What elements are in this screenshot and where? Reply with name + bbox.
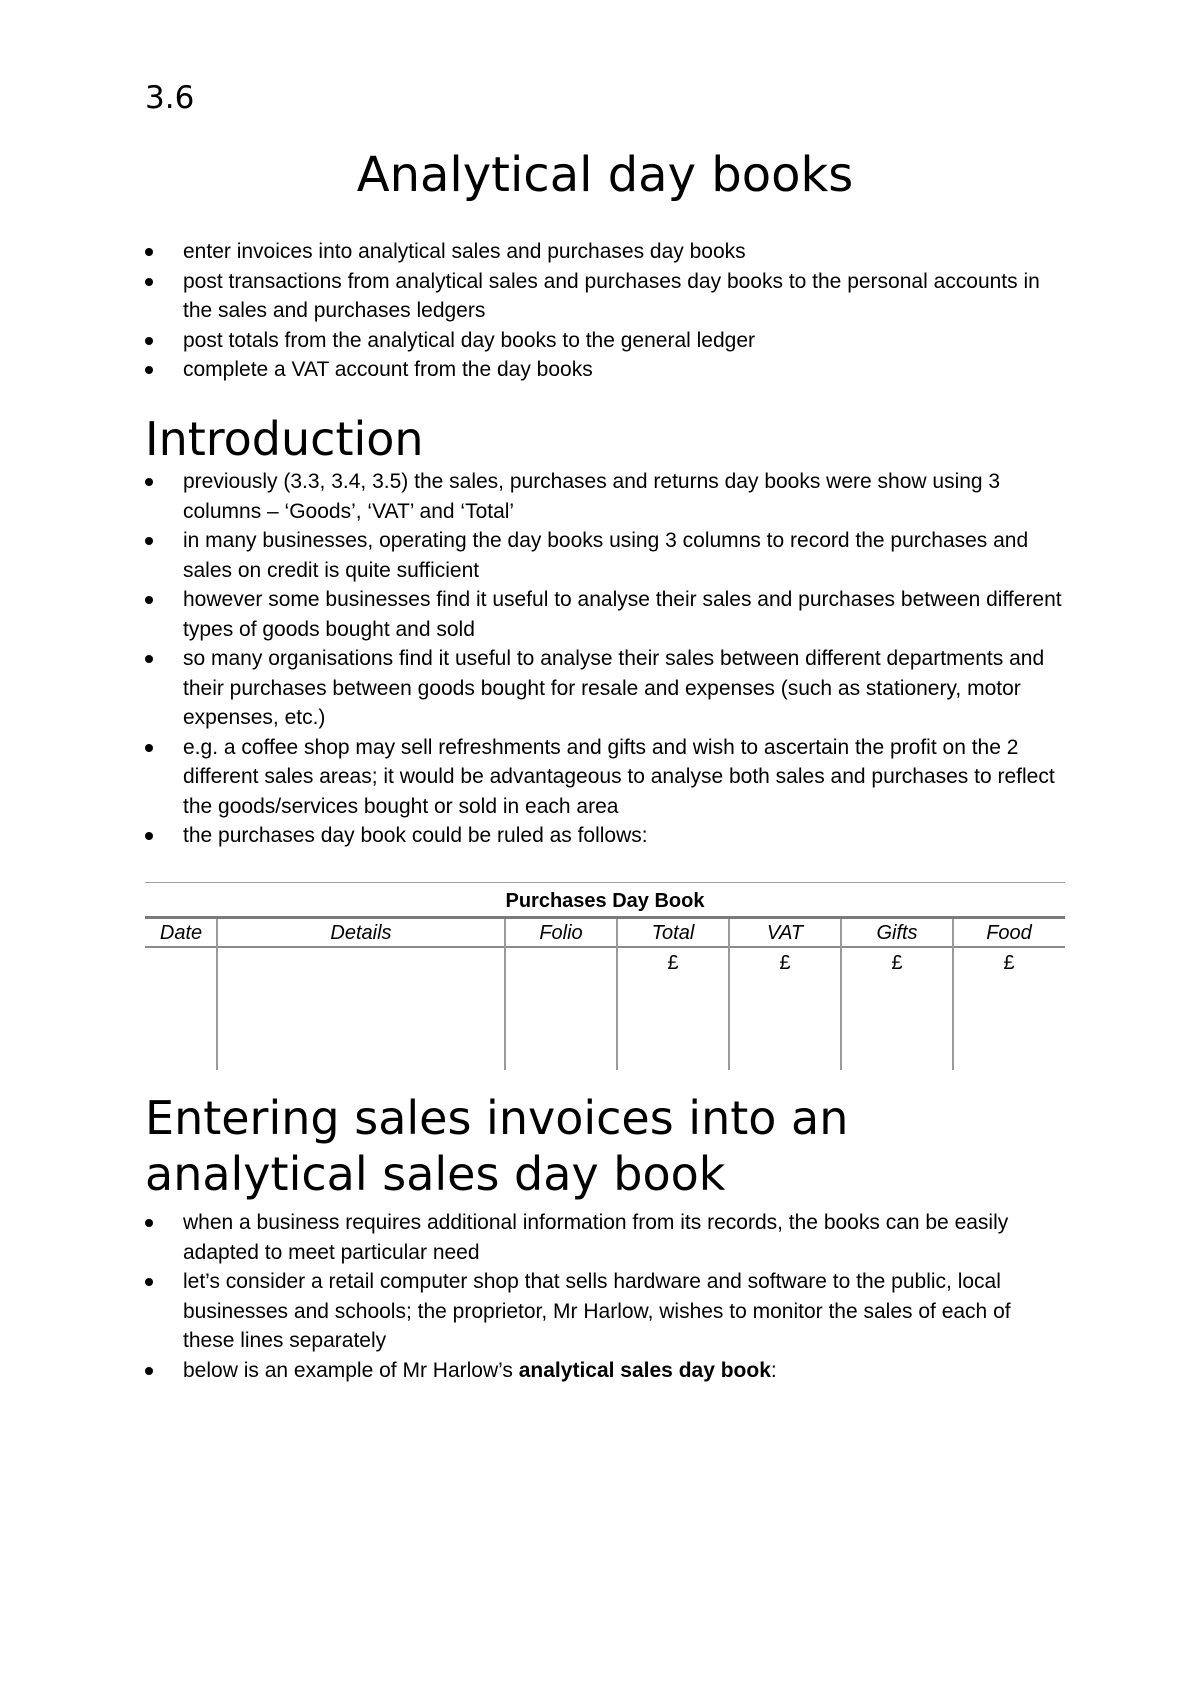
list-item-text: when a business requires additional information from its records, the books can be easily adapted to meet particular need xyxy=(183,1211,1009,1264)
list-item-text-bold: analytical sales day book xyxy=(518,1358,771,1382)
objectives-list xyxy=(145,237,1065,385)
section-number: 3.6 xyxy=(145,80,195,116)
list-item-text: the purchases day book could be ruled as follows: xyxy=(183,824,648,847)
table-title: Purchases Day Book xyxy=(505,890,705,912)
column-divider xyxy=(504,919,506,1070)
bullet-icon xyxy=(145,478,153,486)
introduction-list xyxy=(145,467,1065,851)
currency-symbol-total: £ xyxy=(667,952,679,974)
list-item-text: complete a VAT account from the day books xyxy=(183,358,593,381)
column-header-folio: Folio xyxy=(539,922,583,944)
list-item xyxy=(145,733,1065,822)
column-divider xyxy=(840,919,842,1070)
column-divider xyxy=(728,919,730,1070)
bullet-icon xyxy=(145,1278,153,1286)
column-divider xyxy=(216,948,218,1070)
column-divider xyxy=(616,919,618,1070)
list-item xyxy=(145,585,1065,644)
column-header-details: Details xyxy=(330,922,392,944)
bullet-icon xyxy=(145,596,153,604)
column-header-vat: VAT xyxy=(766,922,804,944)
list-item xyxy=(145,355,1065,385)
list-item-text: enter invoices into analytical sales and purchases day books xyxy=(183,240,746,263)
page-title: Analytical day books xyxy=(356,147,854,203)
list-item-text: e.g. a coffee shop may sell refreshments and gifts and wish to ascertain the profit on the 2 different sales areas; it would be advantageous to analyse both sales and purchases to reflect the goods/services bought or sold in each area xyxy=(183,735,1055,818)
list-item-text: in many businesses, operating the day books using 3 columns to record the purchases and sales on credit is quite sufficient xyxy=(183,529,1029,582)
list-item-text-prefix: below is an example of Mr Harlow’s xyxy=(183,1358,519,1382)
list-item xyxy=(145,526,1065,585)
list-item xyxy=(145,267,1065,326)
list-item xyxy=(145,237,1065,267)
column-header-date: Date xyxy=(159,922,203,944)
list-item xyxy=(145,644,1065,733)
column-header-total: Total xyxy=(651,922,695,944)
bullet-icon xyxy=(145,248,153,256)
bullet-icon xyxy=(145,337,153,345)
bullet-icon xyxy=(145,655,153,663)
currency-symbol-food: £ xyxy=(1003,952,1015,974)
table-top-rule xyxy=(145,882,1065,883)
currency-symbol-gifts: £ xyxy=(891,952,903,974)
list-item xyxy=(145,1356,1065,1386)
introduction-heading: Introduction xyxy=(145,412,424,466)
list-item-text: post totals from the analytical day books to the general ledger xyxy=(183,328,756,352)
list-item xyxy=(145,821,1065,851)
column-header-gifts: Gifts xyxy=(876,922,918,944)
list-item xyxy=(145,326,1065,356)
list-item xyxy=(145,1208,1065,1267)
bullet-icon xyxy=(145,832,153,840)
list-item-text-suffix: : xyxy=(770,1358,777,1382)
list-item-text: post transactions from analytical sales and purchases day books to the personal accounts in the sales and purchases ledgers xyxy=(183,269,1040,322)
list-item-text: previously (3.3, 3.4, 3.5) the sales, purchases and returns day books were show using 3 columns – ‘Goods’, ‘VAT’ and ‘Total’ xyxy=(183,470,1001,523)
column-header-food: Food xyxy=(986,922,1032,944)
bullet-icon xyxy=(145,1219,153,1227)
list-item xyxy=(145,467,1065,526)
list-item-text: let’s consider a retail computer shop that sells hardware and software to the public, local businesses and schools; the proprietor, Mr Harlow, wishes to monitor the sales of each of these lines separately xyxy=(183,1270,1011,1352)
entering-sales-list xyxy=(145,1208,1065,1385)
bullet-icon xyxy=(145,278,153,286)
list-item-text: however some businesses find it useful to analyse their sales and purchases between different types of goods bought and sold xyxy=(183,588,1062,641)
bullet-icon xyxy=(145,366,153,374)
currency-symbol-vat: £ xyxy=(779,952,791,974)
purchases-day-book-table xyxy=(145,882,1065,1070)
list-item-text: so many organisations find it useful to analyse their sales between different departments and their purchases between goods bought for resale and expenses (such as stationery, motor expenses, etc.) xyxy=(183,647,1045,729)
bullet-icon xyxy=(145,537,153,545)
bullet-icon xyxy=(145,744,153,752)
entering-sales-heading: Entering sales invoices into an analytical sales day book xyxy=(145,1091,849,1201)
column-divider xyxy=(952,919,954,1070)
column-divider xyxy=(216,919,218,949)
bullet-icon xyxy=(145,1367,153,1375)
list-item xyxy=(145,1267,1065,1356)
